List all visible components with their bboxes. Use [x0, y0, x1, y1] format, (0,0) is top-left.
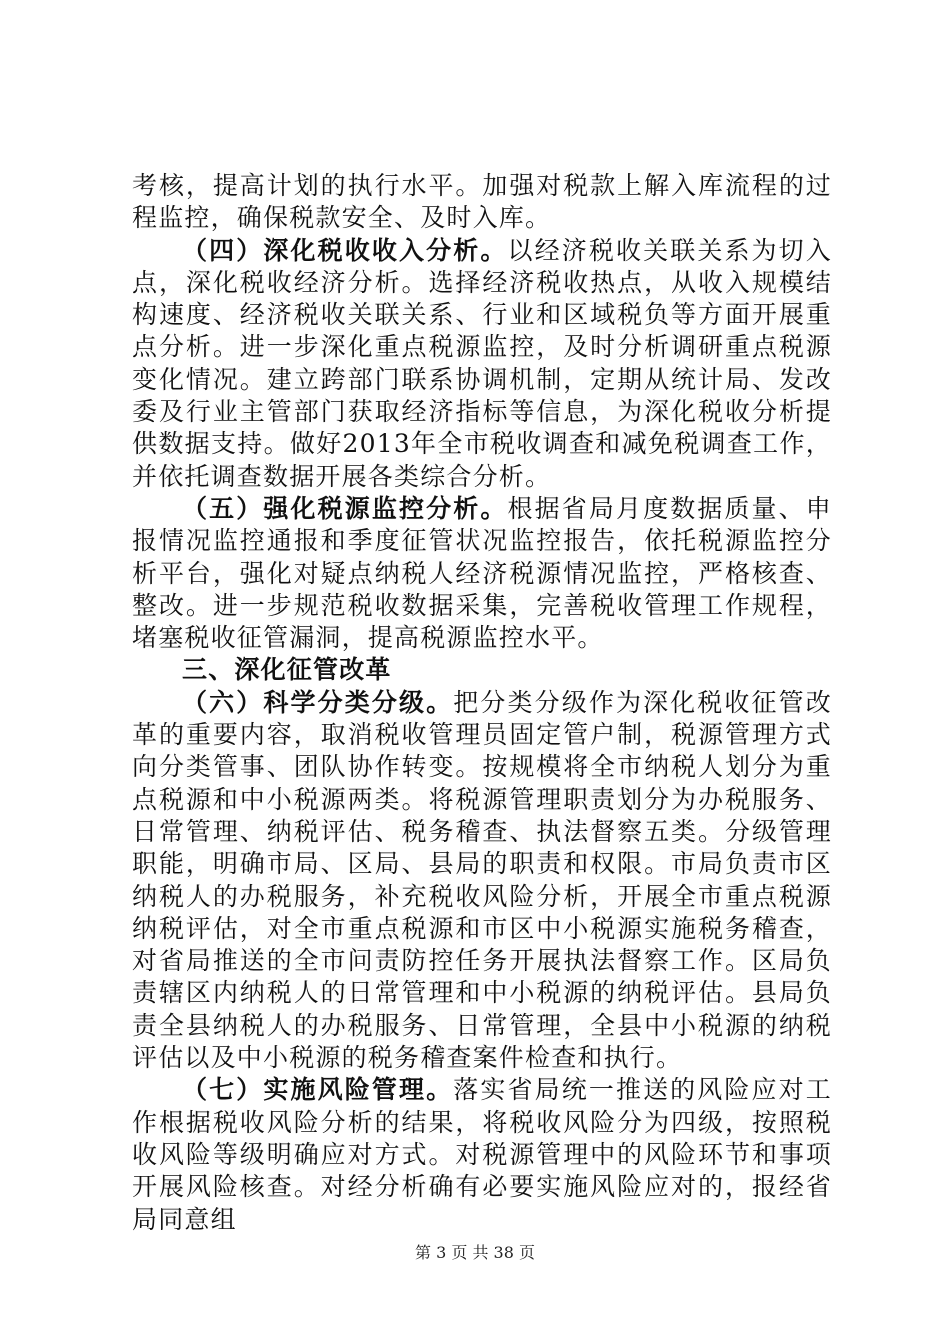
paragraph-text: 把分类分级作为深化税收征管改革的重要内容，取消税收管理员固定管户制，税源管理方式向分类管事、团队协作转变。按规模将全市纳税人划分为重点税源和中小税源两类。将税源管理职责划分为办税服务、日常管理、纳税评估、税务稽查、执法督察五类。分级管理职能，明确市局、区局、县局的职责和权限。市局负责市区纳税人的办税服务，补充税收风险分析，开展全市重点税源纳税评估，对全市重点税源和市区中小税源实施税务稽查，对省局推送的全市问责防控任务开展执法督察工作。区局负责辖区内纳税人的日常管理和中小税源的纳税评估。县局负责全县纳税人的办税服务、日常管理，全县中小税源的纳税评估以及中小税源的税务稽查案件检查和执行。 — [132, 687, 832, 1073]
paragraph-heading: （五）强化税源监控分析。 — [182, 493, 508, 523]
paragraph-4 — [132, 687, 832, 1075]
paragraph-heading: （七）实施风险管理。 — [182, 1075, 454, 1105]
paragraph-5 — [132, 1074, 832, 1235]
paragraph-text: 落实省局统一推送的风险应对工作根据税收风险分析的结果，将税收风险分为四级，按照税收风险等级明确应对方式。对税源管理中的风险环节和事项开展风险核查。对经分析确有必要实施风险应对的，报经省局同意组 — [132, 1075, 832, 1234]
paragraph-2 — [132, 235, 832, 493]
page-number-label: 第 3 页 共 38 页 — [415, 1243, 535, 1262]
page-footer — [0, 1240, 950, 1263]
section-heading: 三、深化征管改革 — [182, 655, 392, 685]
paragraph-heading: （六）科学分类分级。 — [182, 687, 454, 717]
paragraph-heading: （四）深化税收收入分析。 — [182, 235, 508, 265]
document-body — [132, 170, 832, 1236]
paragraph-text: 以经济税收关联关系为切入点，深化税收经济分析。选择经济税收热点，从收入规模结构速度、经济税收关联关系、行业和区域税负等方面开展重点分析。进一步深化重点税源监控，及时分析调研重点税源变化情况。建立跨部门联系协调机制，定期从统计局、发改委及行业主管部门获取经济指标等信息，为深化税收分析提供数据支持。做好2013年全市税收调查和减免税调查工作，并依托调查数据开展各类综合分析。 — [132, 235, 833, 491]
paragraph-1 — [132, 170, 832, 235]
paragraph-text: 根据省局月度数据质量、申报情况监控通报和季度征管状况监控报告，依托税源监控分析平台，强化对疑点纳税人经济税源情况监控，严格核查、整改。进一步规范税收数据采集，完善税收管理工作规程，堵塞税收征管漏洞，提高税源监控水平。 — [132, 493, 833, 653]
paragraph-text: 考核，提高计划的执行水平。加强对税款上解入库流程的过程监控，确保税款安全、及时入库。 — [132, 171, 832, 233]
paragraph-3 — [132, 493, 832, 654]
